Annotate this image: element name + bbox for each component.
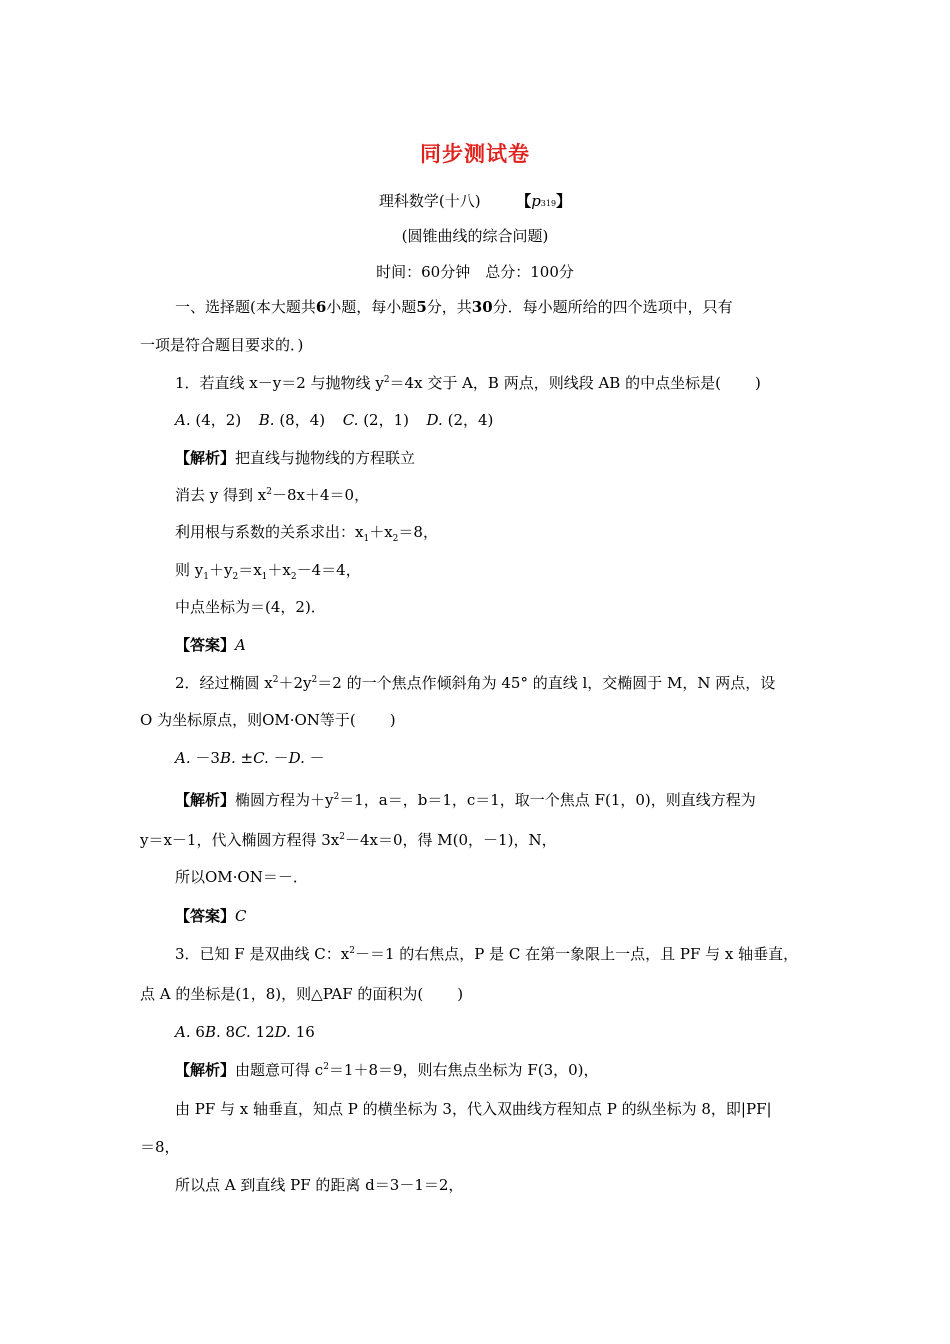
q2-analysis-line2: y＝x－1，代入椭圆方程得 $3x^2-4x=0$，得 M(0，－1)，N， — [140, 831, 557, 849]
question-1-answer: 【答案】A — [175, 636, 246, 654]
subject-line — [0, 190, 950, 211]
topic: (圆锥曲线的综合问题) — [401, 227, 549, 245]
option-a: A. (4，2) — [175, 411, 242, 429]
question-2-answer: 【答案】C — [175, 907, 247, 925]
q3-analysis-line2: 由 PF 与 x 轴垂直，知点 P 的横坐标为 3，代入双曲线方程知点 P 的纵坐标为 8，即|PF| — [175, 1100, 772, 1118]
question-2-stem: 2．经过椭圆 $x^2+2y^2=2$ 的一个焦点作倾斜角为 45° 的直线 l，交椭圆于 M，N 两点，设 — [175, 674, 776, 692]
q1-step-3: 则 $y_1+y_2=x_1+x_2-4=4$， — [175, 561, 361, 582]
question-2-analysis: 【解析】椭圆方程为$+y^2=1$，a＝，b＝1，c＝1，取一个焦点 F(1，0)，则直线方程为 — [175, 791, 756, 809]
question-1-analysis: 【解析】把直线与抛物线的方程联立 — [175, 449, 416, 467]
q1-step-2: 利用根与系数的关系求出：$x_1+x_2=8$， — [175, 523, 438, 544]
question-1-options — [175, 410, 493, 430]
q2-analysis-line3: 所以OM·ON＝－． — [175, 868, 308, 886]
section-heading-line2: 一项是符合题目要求的．) — [140, 336, 304, 354]
option-d: D. (2，4) — [426, 411, 494, 429]
q3-analysis-line3: ＝8， — [140, 1138, 180, 1156]
q1-step-1: 消去 y 得到 $x^2-8x+4=0$， — [175, 486, 370, 504]
subject: 理科数学(十八) — [378, 192, 481, 210]
question-3-options: A. 6B. 8C. 12D. 16 — [175, 1023, 315, 1041]
question-3-stem: 3．已知 F 是双曲线 C：$x^2-=1$ 的右焦点，P 是 C 在第一象限上一点，且 PF 与 x 轴垂直， — [175, 945, 799, 963]
option-c: C. (2，1) — [342, 411, 409, 429]
page-reference: 【p319】 — [516, 192, 572, 210]
q3-analysis-line4: 所以点 A 到直线 PF 的距离 d＝3－1＝2， — [175, 1176, 464, 1194]
time-info: 时间：60分钟 总分：100分 — [376, 263, 574, 281]
q1-step-4: 中点坐标为＝(4，2)． — [175, 598, 326, 616]
question-2-options: A. －3B. ±C. －D. － — [175, 749, 325, 767]
question-3-stem-line2: 点 A 的坐标是(1，8)，则△PAF 的面积为( ) — [140, 985, 464, 1003]
option-b: B. (8，4) — [258, 411, 326, 429]
question-1-stem: 1．若直线 x－y＝2 与抛物线 $y^2=4x$ 交于 A，B 两点，则线段 AB 的中点坐标是( ) — [175, 374, 761, 392]
question-3-analysis: 【解析】由题意可得 $c^2=1+8=9$，则右焦点坐标为 F(3，0)， — [175, 1061, 599, 1079]
section-heading: 一、选择题(本大题共6小题，每小题5分，共30分．每小题所给的四个选项中，只有 — [175, 298, 733, 316]
question-2-stem-line2: O 为坐标原点，则OM·ON等于( ) — [140, 711, 396, 729]
page-title: 同步测试卷 — [420, 142, 530, 166]
